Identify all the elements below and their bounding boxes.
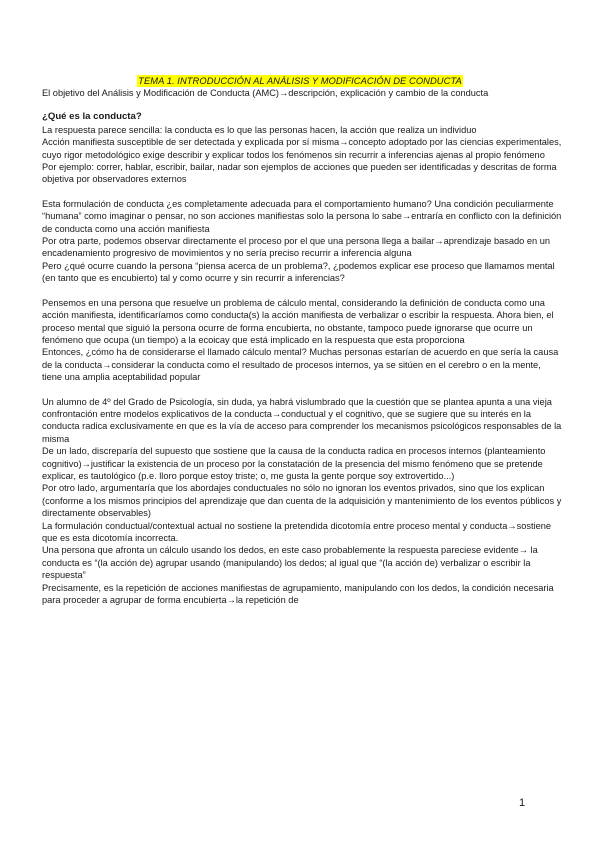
paragraph: La respuesta parece sencilla: la conducta es lo que las personas hacen, la acción que realiza un individuo xyxy=(42,124,477,135)
paragraph: Por otro lado, argumentaría que los abordajes conductuales no sólo no ignoran los eventos privados, sino que los explican (conforme a los mismos principios del aprendizaje que dan cuenta de la adquisición y mantenimiento de los eventos públicos y directamente observables) xyxy=(42,483,562,519)
paragraph: Acción manifiesta susceptible de ser detectada y explicada por sí misma→concepto adoptado por las ciencias experimentales, cuyo rigor metodológico exige describir y explicar todos los fenómenos sin recurrir a inferencias ajenas al propio fenómeno xyxy=(42,137,562,160)
document-title: TEMA 1. INTRODUCCIÓN AL ANÁLISIS Y MODIFICACIÓN DE CONDUCTA xyxy=(138,75,462,86)
page-number: 1 xyxy=(519,797,526,809)
paragraph: Por otra parte, podemos observar directamente el proceso por el que una persona llega a bailar→aprendizaje basado en un encadenamiento progresivo de movimientos y no sería preciso recurrir a inferencia alguna xyxy=(42,236,551,259)
section-heading: ¿Qué es la conducta? xyxy=(42,111,142,123)
paragraph: Pero ¿qué ocurre cuando la persona “piensa acerca de un problema?, ¿podemos explicar ese proceso que llamamos mental (en tanto que es encubierto) tal y como ocurre y sin recurrir a inferencias? xyxy=(42,260,555,284)
paragraph: Entonces, ¿cómo ha de considerarse el llamado cálculo mental? Muchas personas estarían de acuerdo en que sería la causa de la conducta→considerar la conducta como el resultado de procesos internos, ya se sitúen en el cerebro o en la mente, tiene una amplia aceptabilidad popular xyxy=(42,347,559,383)
paragraph: Un alumno de 4º del Grado de Psicología, sin duda, ya habrá vislumbrado que la cuestión que se plantea apunta a una vieja confrontación entre modelos explicativos de la conducta→conductual y el cognitivo, que se sugiere que su interés en la conducta radica exclusivamente en que es la vía de acceso para comprender los mecanismos psicológicos responsables de la misma xyxy=(42,396,562,444)
paragraph: Precisamente, es la repetición de acciones manifiestas de agrupamiento, manipulando con los dedos, la condición necesaria para proceder a agrupar de forma encubierta→la repetición de xyxy=(42,582,554,606)
paragraph-gap xyxy=(42,384,562,396)
paragraph: De un lado, discreparía del supuesto que sostiene que la causa de la conducta radica en procesos internos (planteamiento cognitivo)→justificar la existencia de un proceso por la constatación de la presencia del mismo fenómeno que se pretende explicar, es tautológico (p.e. lloro porque estoy triste; o, me gusta la gente porque soy extrovertido...) xyxy=(42,446,546,481)
paragraph: Pensemos en una persona que resuelve un problema de cálculo mental, considerando la definición de conducta como una acción manifiesta, identificaríamos como conducta(s) la acción manifiesta de verbalizar o escribir la respuesta. Ahora bien, el proceso mental que siguió la persona ocurre de forma encubierta, no obstante, tampoco puede ignorarse que ocurre un fenómeno que ocupa (un tiempo) a la ecoicay que está implicado en la respuesta que esta proporciona xyxy=(42,297,554,345)
paragraph: Esta formulación de conducta ¿es completamente adecuada para el comportamiento humano? Una condición peculiarmente “humana” como imaginar o pensar, no son acciones manifiestas solo la persona lo sabe→entraría en conflicto con la definición de conducta como una acción manifiesta xyxy=(42,198,562,234)
document-body xyxy=(42,87,562,606)
paragraph: Por ejemplo: correr, hablar, escribir, bailar, nadar son ejemplos de acciones que pueden ser identificadas y descritas de forma objetiva por observadores externos xyxy=(42,162,557,185)
paragraph: La formulación conductual/contextual actual no sostiene la pretendida dicotomía entre proceso mental y conducta→sostiene que es esta dicotomía incorrecta. xyxy=(42,520,552,543)
paragraph: Una persona que afronta un cálculo usando los dedos, en este caso probablemente la respuesta pareciese evidente→ la conducta es “(la acción de) agrupar usando (manipulando) los dedos; al igual que “(la acción de) verbalizar o escribir la respuesta” xyxy=(42,545,538,581)
paragraph-gap xyxy=(42,285,562,297)
paragraph-gap xyxy=(42,186,562,198)
intro-paragraph: El objetivo del Análisis y Modificación de Conducta (AMC)→descripción, explicación y cambio de la conducta xyxy=(42,88,489,98)
